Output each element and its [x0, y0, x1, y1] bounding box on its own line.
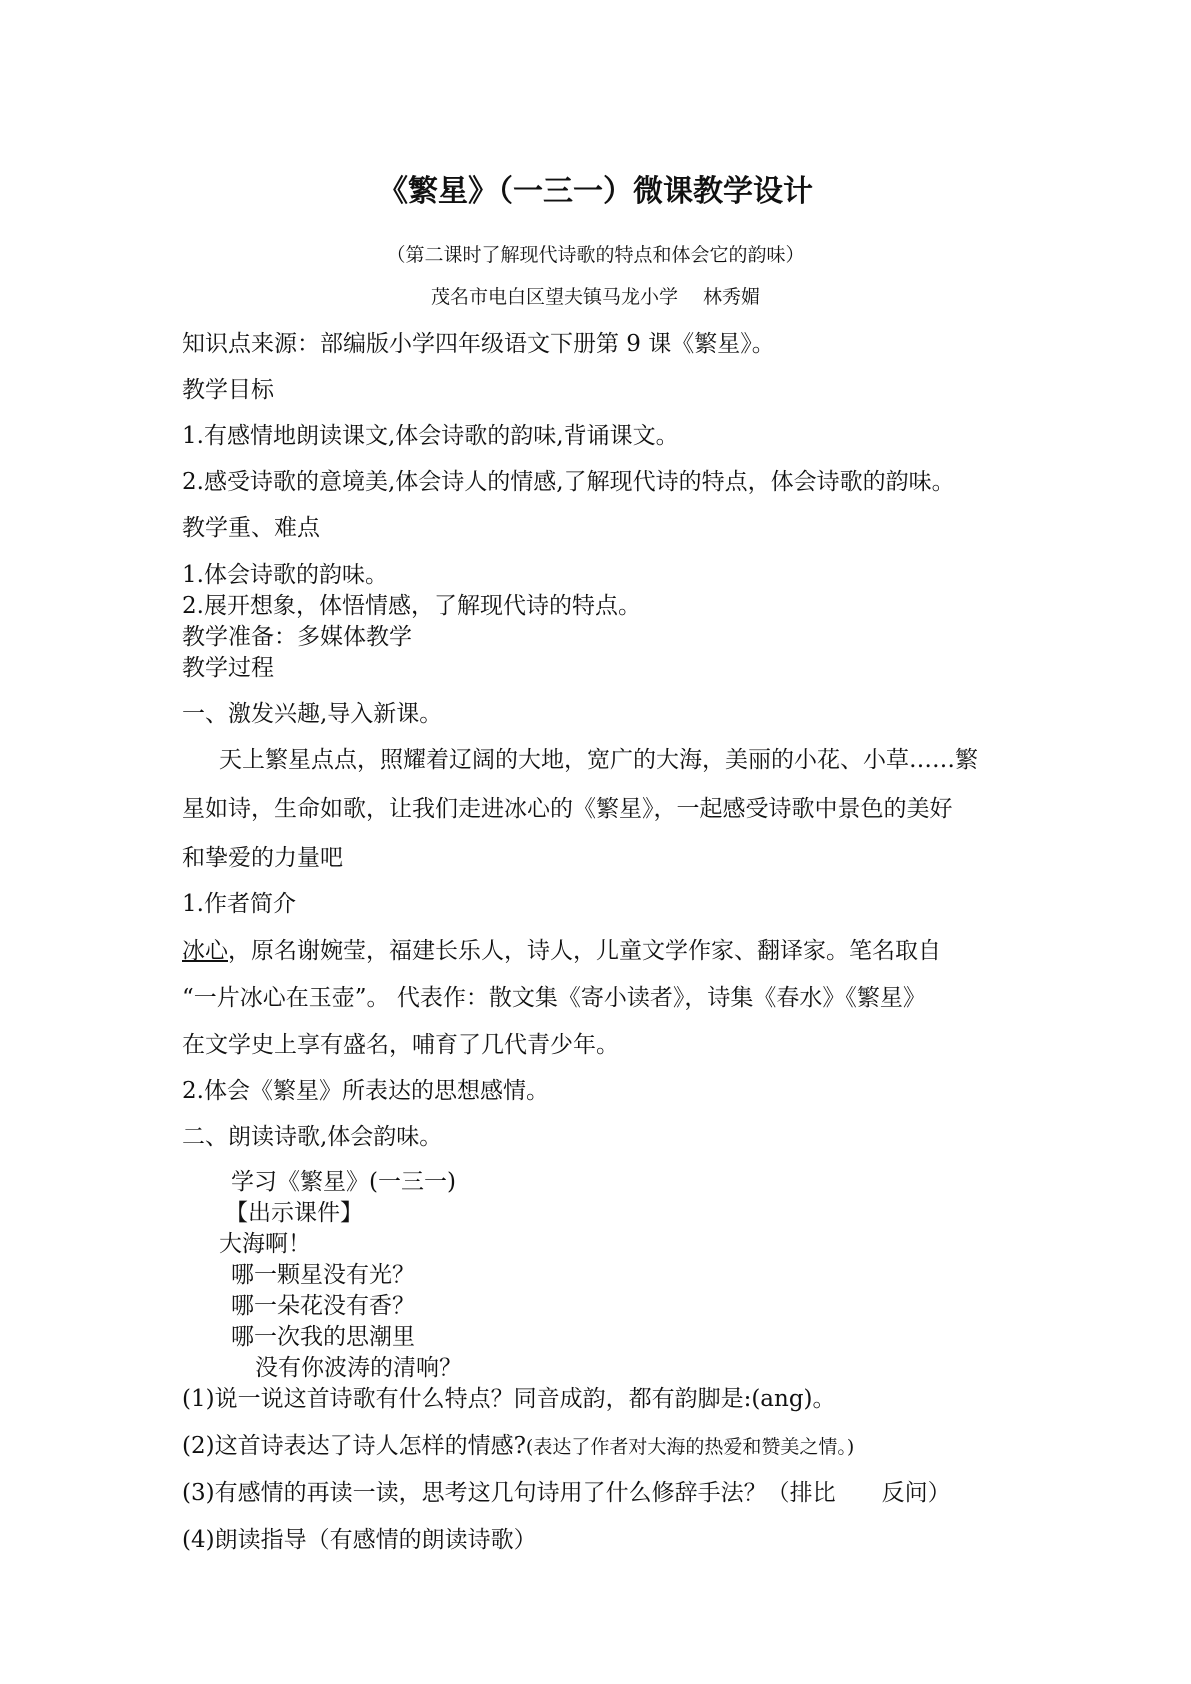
goal-item-1: 1.有感情地朗读课文,体会诗歌的韵味,背诵课文。 — [182, 423, 679, 449]
poem-line-4: 哪一次我的思潮里 — [231, 1324, 415, 1350]
poem-line-5: 没有你波涛的清响？ — [255, 1355, 462, 1381]
question-2 — [182, 1431, 854, 1462]
question-3: (3)有感情的再读一读，思考这几句诗用了什么修辞手法？（排比 反问） — [182, 1480, 951, 1506]
section-one-heading: 一、激发兴趣,导入新课。 — [182, 701, 443, 727]
key-point-1: 1.体会诗歌的韵味。 — [182, 562, 388, 588]
author-intro-heading: 1.作者简介 — [182, 891, 296, 917]
process-heading: 教学过程 — [182, 655, 274, 681]
document-title: 《繁星》（一三一）微课教学设计 — [378, 174, 813, 209]
knowledge-source: 知识点来源：部编版小学四年级语文下册第 9 课《繁星》。 — [182, 331, 775, 357]
question-1: (1)说一说这首诗歌有什么特点？同音成韵，都有韵脚是:(ang)。 — [182, 1386, 836, 1412]
intro-paragraph-line-1: 天上繁星点点，照耀着辽阔的大地，宽广的大海，美丽的小花、小草……繁 — [219, 747, 978, 773]
author-bio-line-1-text: ，原名谢婉莹，福建长乐人，诗人，儿童文学作家、翻译家。笔名取自 — [228, 938, 941, 964]
teaching-prep: 教学准备：多媒体教学 — [182, 624, 412, 650]
key-points-heading: 教学重、难点 — [182, 515, 320, 541]
question-4: (4)朗读指导（有感情的朗读诗歌） — [182, 1527, 537, 1553]
section-two-heading: 二、朗读诗歌,体会韵味。 — [182, 1124, 443, 1150]
author-bio-line-3: 在文学史上享有盛名，哺育了几代青少年。 — [182, 1032, 619, 1058]
author-bio-line-2: “一片冰心在玉壶”。 代表作：散文集《寄小读者》，诗集《春水》《繁星》 — [182, 985, 926, 1011]
intro-paragraph-line-3: 和挚爱的力量吧 — [182, 845, 343, 871]
poem-line-3: 哪一朵花没有香？ — [231, 1293, 415, 1319]
author-line: 茂名市电白区望夫镇马龙小学 林秀媚 — [430, 286, 761, 308]
poem-line-2: 哪一颗星没有光？ — [231, 1262, 415, 1288]
author-bio-line-1 — [182, 936, 941, 966]
goal-item-2: 2.感受诗歌的意境美,体会诗人的情感,了解现代诗的特点，体会诗歌的韵味。 — [182, 469, 955, 495]
courseware-label: 【出示课件】 — [225, 1200, 363, 1226]
intro-paragraph-line-2: 星如诗，生命如歌，让我们走进冰心的《繁星》，一起感受诗歌中景色的美好 — [182, 796, 953, 822]
question-2-note: (表达了作者对大海的热爱和赞美之情。) — [525, 1436, 855, 1458]
feeling-heading: 2.体会《繁星》所表达的思想感情。 — [182, 1078, 549, 1104]
poem-line-1: 大海啊！ — [219, 1231, 311, 1257]
key-point-2: 2.展开想象，体悟情感，了解现代诗的特点。 — [182, 593, 641, 619]
question-2-text: (2)这首诗表达了诗人怎样的情感? — [182, 1433, 526, 1459]
document-subtitle: （第二课时了解现代诗歌的特点和体会它的韵味） — [386, 244, 805, 266]
goals-heading: 教学目标 — [182, 377, 274, 403]
study-line: 学习《繁星》(一三一) — [231, 1169, 456, 1195]
author-name-link: 冰心 — [182, 938, 228, 964]
